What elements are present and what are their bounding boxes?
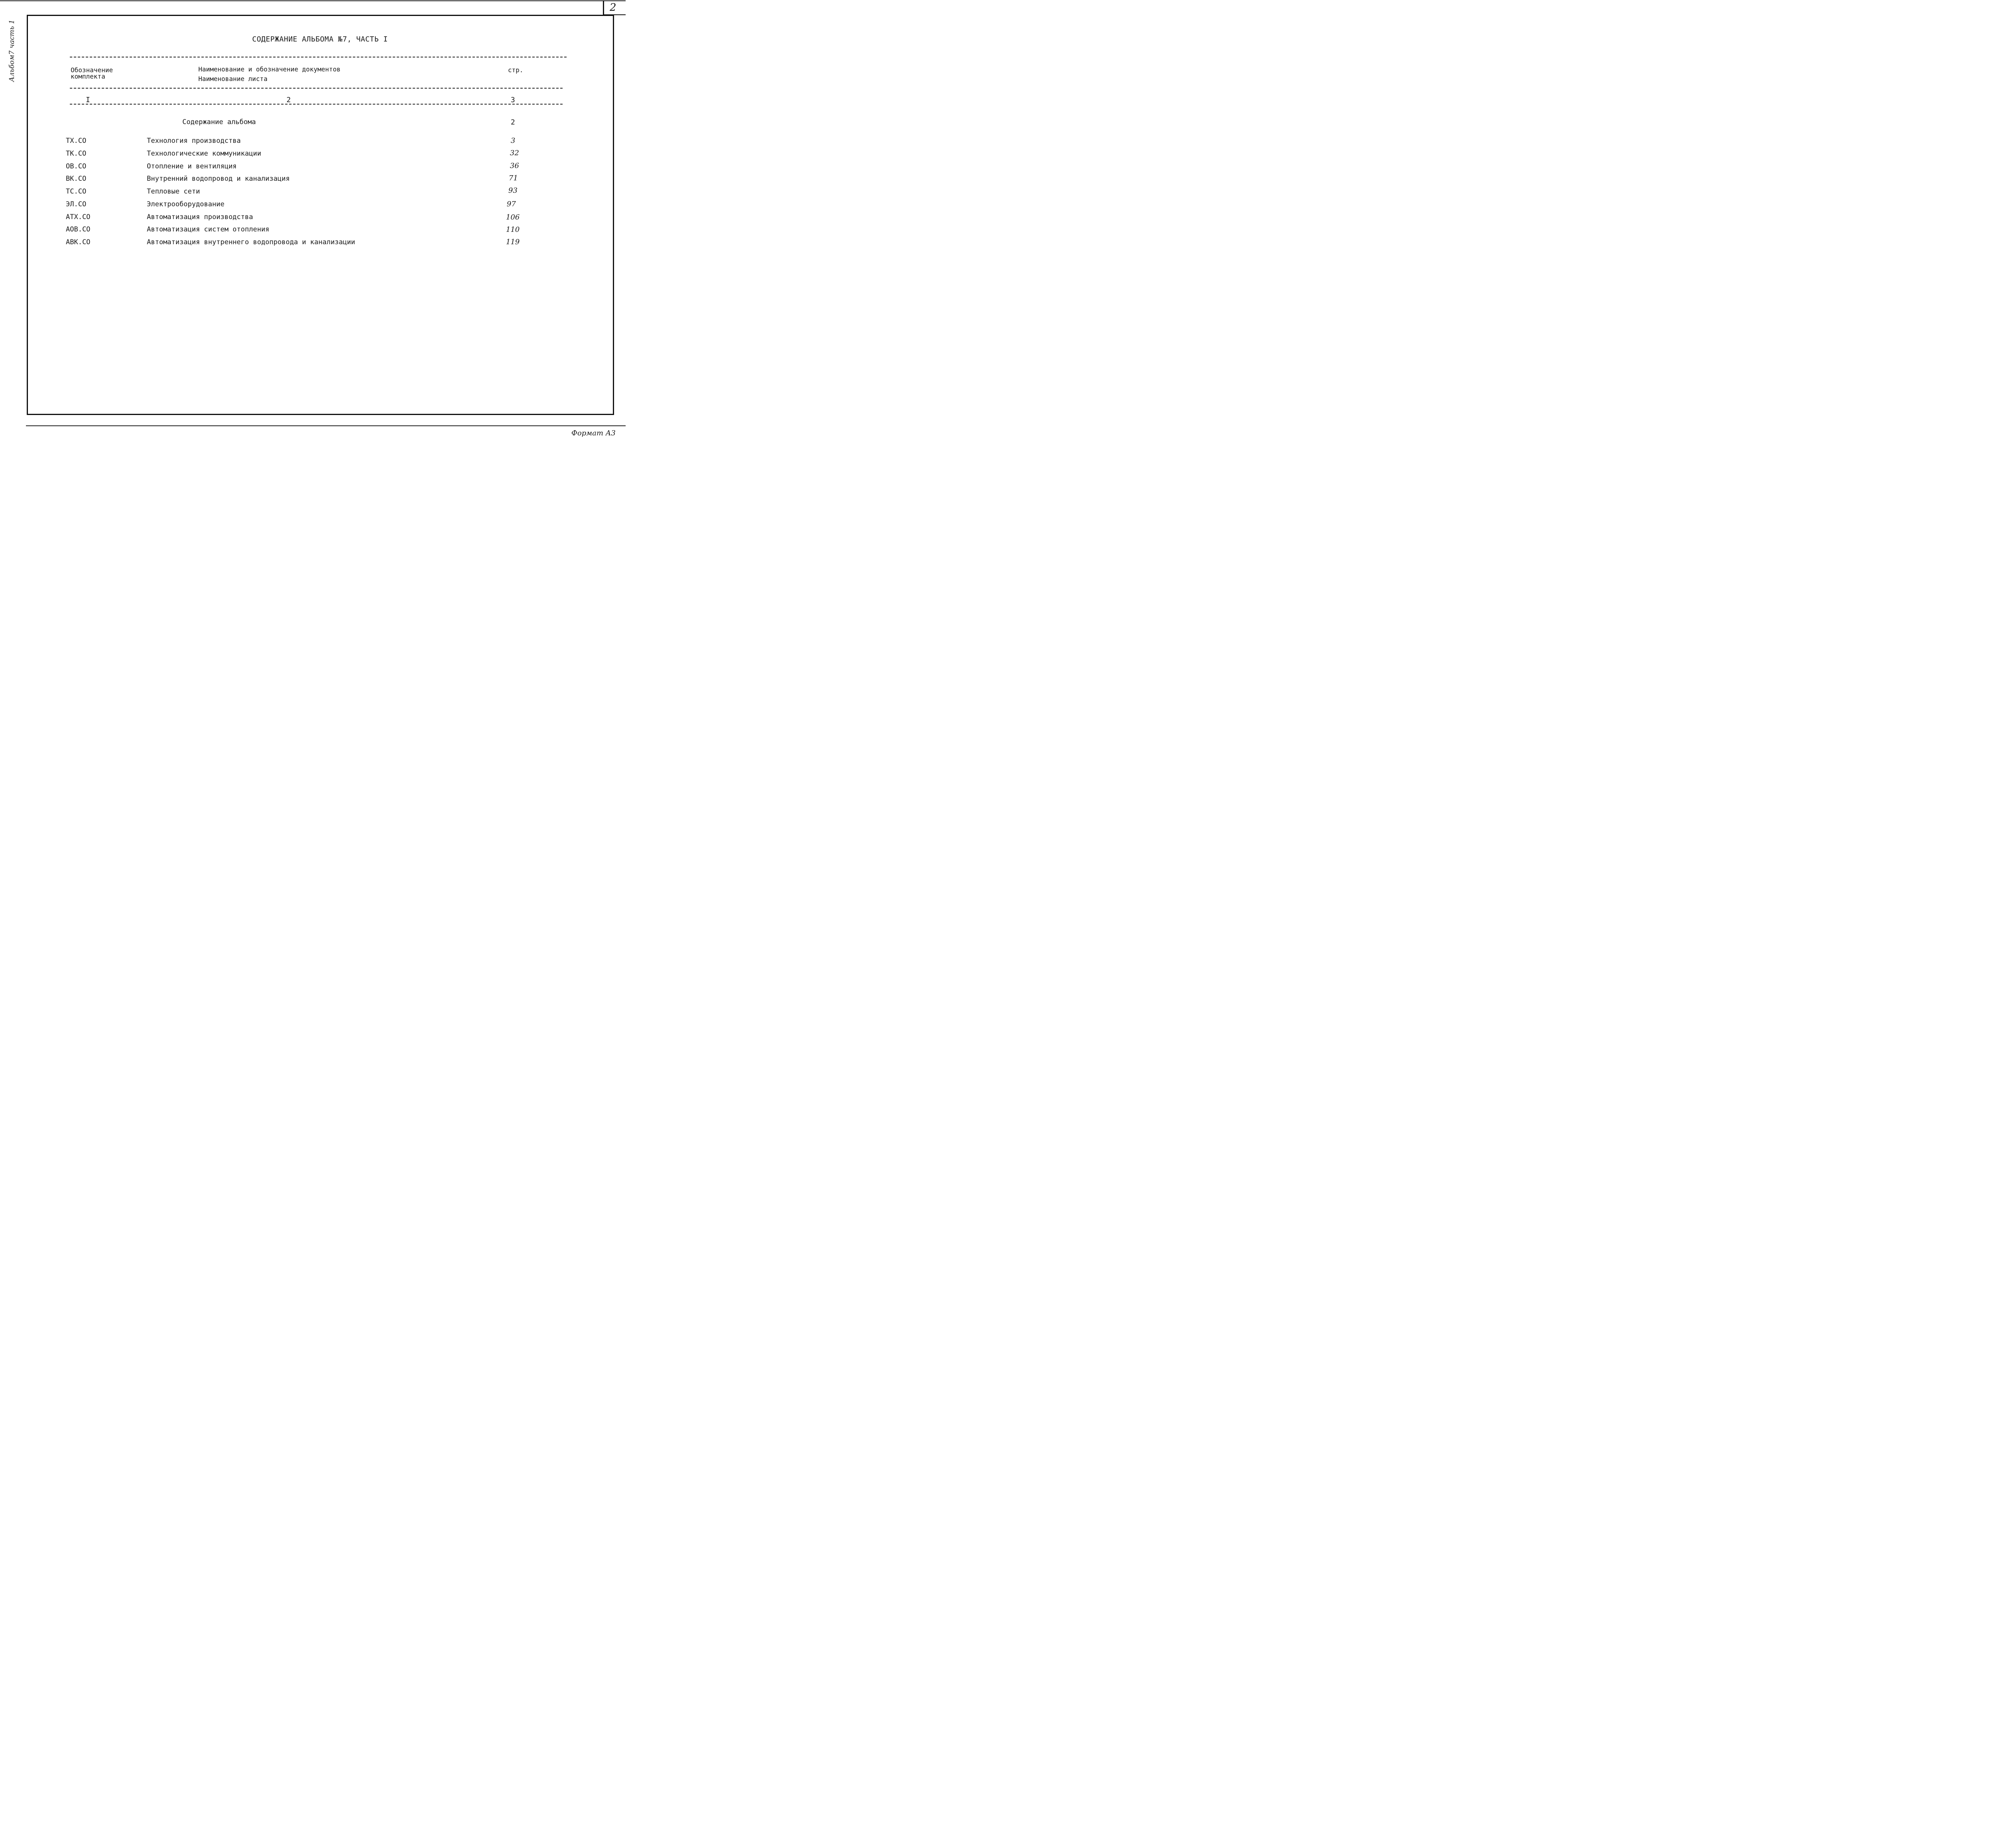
row-code: АТХ.СО [66,213,91,221]
header-col2-line2: Наименование листа [198,75,268,83]
row-page: 3 [511,136,516,145]
row-page: 71 [509,174,518,182]
row-code: ТК.СО [66,150,87,158]
row-code: ТХ.СО [66,137,87,145]
document-title: СОДЕРЖАНИЕ АЛЬБОМА №7, ЧАСТЬ I [252,35,388,43]
row-name: Внутренний водопровод и канализация [147,175,290,183]
header-col1-line2: комплекта [71,73,105,80]
header-bottom-rule [70,88,563,89]
row-name: Технология производства [147,137,241,145]
row-page: 36 [510,162,519,170]
header-col3: стр. [508,66,523,74]
row-page: 119 [506,238,520,246]
row-code: ТС.СО [66,188,87,196]
row-name: Автоматизация внутреннего водопровода и канализации [147,238,355,246]
row-name: Автоматизация систем отопления [147,225,270,233]
row-name: Отопление и вентиляция [147,162,237,170]
row-code: ОВ.СО [66,162,87,170]
row-page: 93 [508,186,518,195]
row-code: АВК.СО [66,238,91,246]
row-name: Технологические коммуникации [147,150,261,158]
header-col2 [198,65,340,83]
format-label: Формат А3 [571,429,616,437]
column-number-2: 2 [286,96,291,104]
column-number-3: 3 [511,96,515,104]
header-col1-line1: Обозначение [71,66,113,74]
header-col1 [71,66,113,81]
row-code: ВК.СО [66,175,87,183]
column-number-rule [70,104,563,105]
row-name: Тепловые сети [147,188,200,196]
sheet-bottom-border [26,425,626,426]
contents-entry-page: 2 [511,118,515,126]
sheet-top-border [0,0,626,1]
column-number-1: I [86,96,90,104]
row-code: АОВ.СО [66,225,91,233]
row-page: 32 [510,149,519,157]
row-name: Электрооборудование [147,200,225,208]
row-name: Автоматизация производства [147,213,253,221]
row-page: 97 [507,200,516,208]
row-page: 106 [506,213,520,221]
contents-entry-name: Содержание альбома [182,118,256,126]
row-page: 110 [506,225,520,234]
side-album-label: Альбом7 часть 1 [8,20,16,82]
row-code: ЭЛ.СО [66,200,87,208]
header-col2-line1: Наименование и обозначение документов [198,65,341,73]
page-number: 2 [610,2,616,14]
